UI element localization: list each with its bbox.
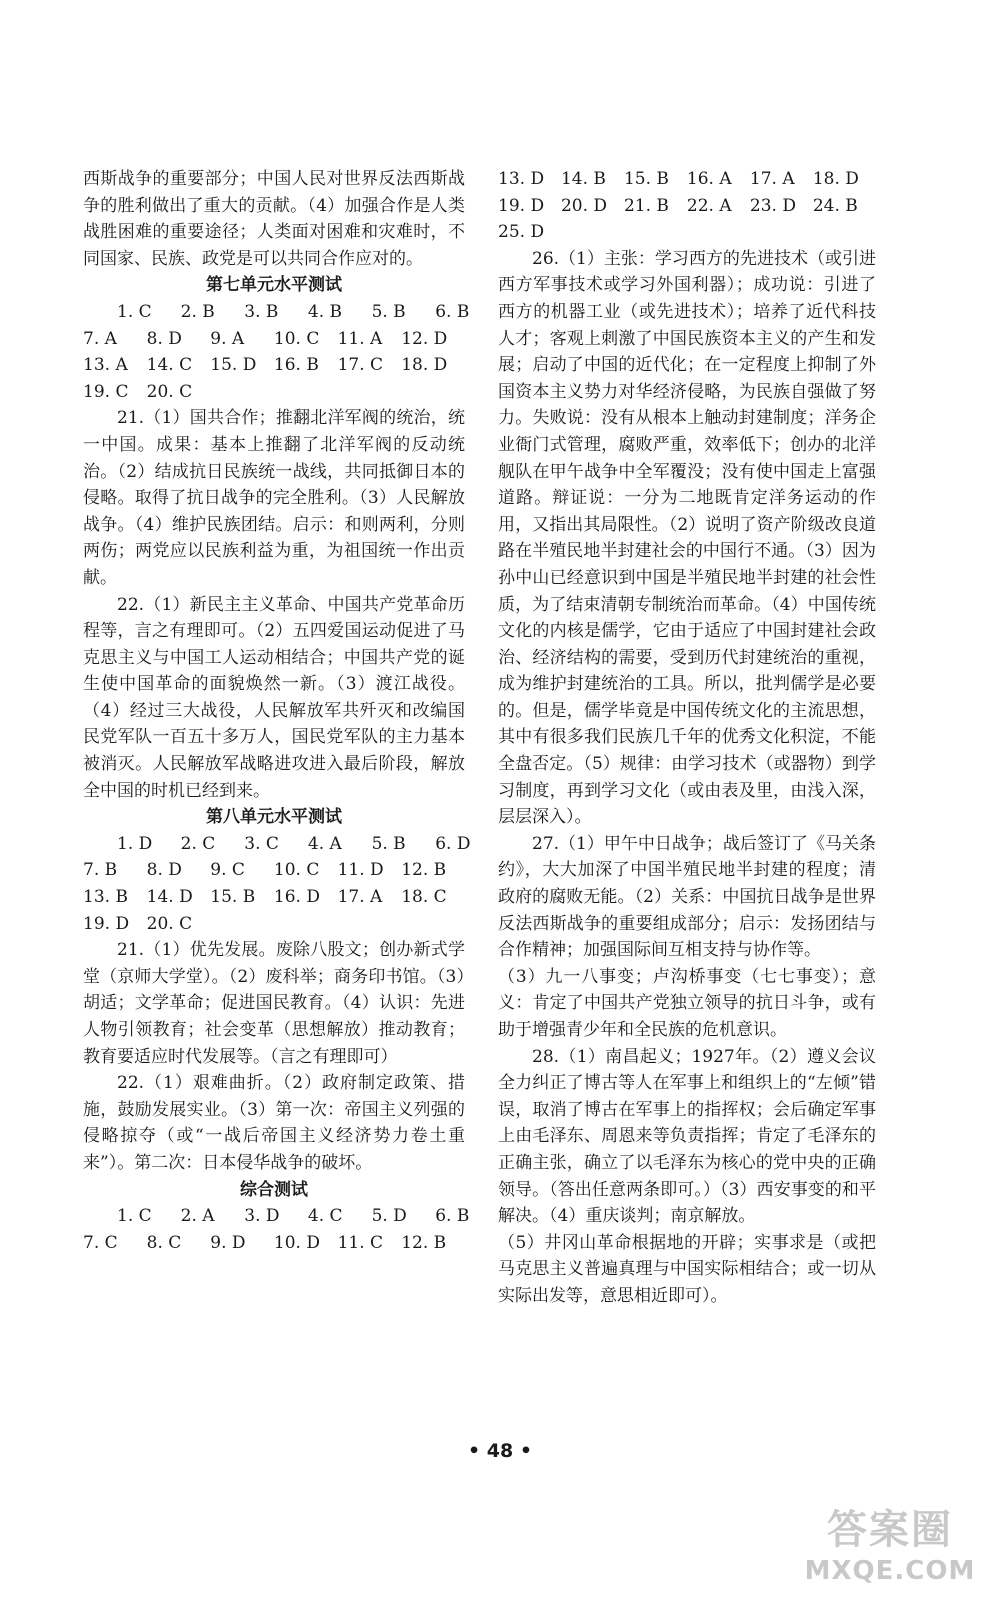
answer-item: 3. C [244,833,279,854]
answer-row [83,1203,470,1230]
answer-row [83,326,465,353]
answer-item: 6. B [435,1206,470,1227]
watermark-logo [802,1504,978,1594]
intro-paragraph: 西斯战争的重要部分；中国人民对世界反法西斯战争的胜利做出了重大的贡献。（4）加强合作是人类战胜困难的重要途径；人类面对困难和灾难时，不同国家、民族、政党是可以共同合作应对的。 [83,169,465,269]
answer-item: 15. B [623,169,669,189]
answer-row [83,299,470,326]
answer-item: 10. D [273,1232,320,1253]
answer-item: 20. C [146,913,193,934]
watermark-en: MXQE.COM [804,1556,976,1586]
comprehensive-q28-part5: （5）井冈山革命根据地的开辟；实事求是（或把马克思主义普遍真理与中国实际相结合；或一切从实际出发等，意思相近即可）。 [498,1232,876,1306]
answer-item: 9. C [210,860,245,881]
answer-item: 9. D [210,1232,246,1253]
answer-item: 5. B [371,301,406,322]
answer-item: 6. B [435,301,470,322]
answer-item: 23. D [749,195,796,216]
answer-item: 19. C [83,381,129,402]
answer-item: 16. B [273,355,319,376]
answer-item: 17. A [337,887,383,908]
answer-item: 1. C [117,1206,152,1227]
answer-item: 13. D [498,169,545,189]
answer-row [83,1230,465,1257]
comprehensive-q28: 28.（1）南昌起义；1927年。（2）遵义会议全力纠正了博古等人在军事上和组织上的“左倾”错误，取消了博古在军事上的指挥权；会后确定军事上由毛泽东、周恩来等负责指挥；肯定了毛泽东的正确主张，确立了以毛泽东为核心的党中央的正确领导。（答出任意两条即可。）（3）西安事变的和平解决。（4）重庆谈判；南京解放。 [498,1046,876,1227]
answer-row [83,379,465,406]
answer-item: 10. C [273,328,320,349]
answer-item: 1. C [117,301,152,322]
answer-item: 4. B [307,301,343,322]
answer-item: 10. C [273,860,320,881]
answer-item: 11. A [337,328,383,349]
answer-item: 7. C [83,1232,118,1253]
unit7-heading: 第七单元水平测试 [206,275,342,296]
unit7-answer-grid [83,299,470,405]
left-column [83,166,471,1256]
answer-item: 21. B [623,195,669,216]
answer-item: 2. B [180,301,215,322]
answer-item: 17. A [749,169,795,189]
answer-item: 11. D [337,860,384,881]
answer-item: 13. A [83,355,128,376]
answer-item: 18. D [812,169,859,189]
answer-item: 20. C [146,381,193,402]
comprehensive-heading: 综合测试 [240,1179,308,1200]
answer-item: 3. D [244,1206,280,1227]
unit8-q22: 22.（1）艰难曲折。（2）政府制定政策、措施，鼓励发展实业。（3）第一次：帝国主义列强的侵略掠夺（或“一战后帝国主义经济势力卷土重来”）。第二次：日本侵华战争的破坏。 [83,1073,465,1173]
answer-item: 1. D [117,833,153,854]
answer-item: 2. C [180,833,216,854]
answer-item: 19. D [83,913,130,934]
answer-item: 13. B [83,887,128,908]
unit7-q21: 21.（1）国共合作；推翻北洋军阀的统治，统一中国。成果：基本上推翻了北洋军阀的反动统治。（2）结成抗日民族统一战线，共同抵御日本的侵略。取得了抗日战争的完全胜利。（3）人民解放战争。（4）维护民族团结。启示：和则两利，分则两伤；两党应以民族利益为重，为祖国统一作出贡献。 [83,408,465,588]
answer-item: 19. D [498,195,545,216]
comprehensive-answer-grid-right [498,166,876,246]
answer-item: 22. A [686,195,732,216]
answer-item: 7. B [83,860,118,881]
answer-item: 6. D [435,833,471,854]
right-column [498,166,876,1310]
answer-item: 16. D [273,887,320,908]
answer-item: 14. D [146,887,193,908]
answer-item: 12. D [401,328,448,349]
answer-item: 15. B [210,887,256,908]
answer-item: 17. C [337,355,384,376]
answer-item: 14. B [560,169,606,189]
answer-item: 12. B [401,860,447,881]
answer-item: 9. A [210,328,245,349]
answer-item: 11. C [337,1232,384,1253]
unit8-heading: 第八单元水平测试 [206,807,342,828]
answer-row [83,857,465,884]
watermark-cn: 答案圈 [827,1507,953,1553]
answer-row [83,352,465,379]
answer-item: 18. C [401,887,447,908]
answer-row [498,219,876,246]
unit8-answer-grid [83,831,471,937]
answer-row [83,884,465,911]
answer-item: 24. B [812,195,858,216]
answer-item: 14. C [146,355,193,376]
answer-item: 15. D [210,355,257,376]
answer-item: 16. A [686,169,732,189]
answer-row [83,831,471,858]
answer-item: 3. B [244,301,279,322]
answer-item: 5. D [371,1206,407,1227]
answer-item: 18. D [401,355,448,376]
answer-item: 8. D [146,328,182,349]
answer-item: 2. A [180,1206,215,1227]
answer-row [83,911,465,938]
answer-item: 25. D [498,222,545,243]
answer-row [498,166,876,193]
answer-item: 4. C [307,1206,343,1227]
comprehensive-q26: 26.（1）主张：学习西方的先进技术（或引进西方军事技术或学习外国利器）；成功说：引进了西方的机器工业（或先进技术）；培养了近代科技人才；客观上刺激了中国民族资本主义的产生和发展；启动了中国的近代化；在一定程度上抑制了外国资本主义势力对华经济侵略，为民族自强做了努力。失败说：没有从根本上触动封建制度；洋务企业衙门式管理，腐败严重，效率低下；创办的北洋舰队在甲午战争中全军覆没；没有使中国走上富强道路。辩证说：一分为二地既肯定洋务运动的作用，又指出其局限性。（2）说明了资产阶级改良道路在半殖民地半封建社会的中国行不通。（3）因为孙中山已经意识到中国是半殖民地半封建的社会性质，为了结束清朝专制统治而革命。（4）中国传统文化的内核是儒学，它由于适应了中国封建社会政治、经济结构的需要，受到历代封建统治的重视，成为维护封建统治的工具。所以，批判儒学是必要的。但是，儒学毕竟是中国传统文化的主流思想，其中有很多我们民族几千年的优秀文化积淀，不能全盘否定。（5）规律：由学习技术（或器物）到学习制度，再到学习文化（或由表及里，由浅入深，层层深入）。 [498,248,876,828]
answer-item: 4. A [307,833,342,854]
unit8-q21: 21.（1）优先发展。废除八股文；创办新式学堂（京师大学堂）。（2）废科举；商务印书馆。（3）胡适；文学革命；促进国民教育。（4）认识：先进人物引领教育；社会变革（思想解放）推动教育；教育要适应时代发展等。（言之有理即可） [83,940,465,1067]
comprehensive-answer-grid-left [83,1203,470,1256]
answer-item: 8. C [146,1232,182,1253]
answer-item: 8. D [146,860,182,881]
answer-row [498,193,876,220]
page-number: • 48 • [468,1440,532,1462]
answer-item: 20. D [560,195,608,216]
unit7-q22: 22.（1）新民主主义革命、中国共产党革命历程等，言之有理即可。（2）五四爱国运动促进了马克思主义与中国工人运动相结合；中国共产党的诞生使中国革命的面貌焕然一新。（3）渡江战役。（4）经过三大战役，人民解放军共歼灭和改编国民党军队一百五十多万人，国民党军队的主力基本被消灭。人民解放军战略进攻进入最后阶段，解放全中国的时机已经到来。 [83,594,465,801]
answer-item: 7. A [83,328,117,349]
answer-item: 5. B [371,833,406,854]
comprehensive-q27-part3: （3）九一八事变；卢沟桥事变（七七事变）；意义：肯定了中国共产党独立领导的抗日斗争，或有助于增强青少年和全民族的危机意识。 [498,966,876,1040]
comprehensive-q27: 27.（1）甲午中日战争；战后签订了《马关条约》，大大加深了中国半殖民地半封建的程度；清政府的腐败无能。（2）关系：中国抗日战争是世界反法西斯战争的重要组成部分；启示：发扬团结与合作精神；加强国际间互相支持与协作等。 [498,833,876,961]
answer-item: 12. B [401,1232,447,1253]
